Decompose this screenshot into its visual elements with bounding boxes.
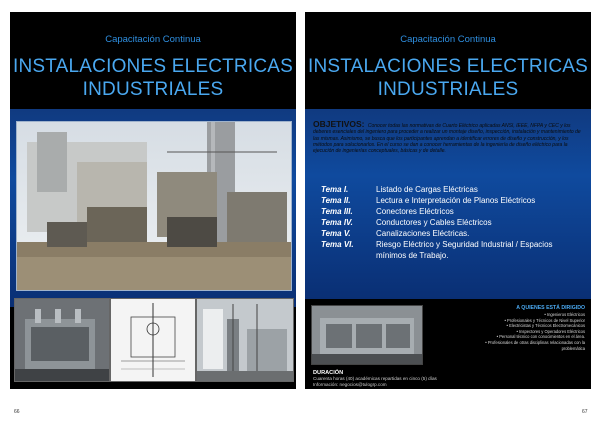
objetivos-section <box>313 121 585 154</box>
left-title-line1: INSTALACIONES ELECTRICAS <box>12 56 293 77</box>
a-quienes-item: problemática <box>561 345 585 351</box>
tema-row <box>321 206 583 217</box>
a-quienes-item: • Inspectores y Operadores Eléctricos <box>516 328 585 334</box>
tema-text: Lectura e Interpretación de Planos Eléctricos <box>376 196 536 205</box>
tema-text: Conductores y Cables Eléctricos <box>376 218 492 227</box>
left-kicker: Capacitación Continua <box>105 34 201 45</box>
tema-id: Tema III. <box>321 207 353 216</box>
tema-text: Conectores Eléctricos <box>376 207 454 216</box>
a-quienes-item: • Ingenieros Eléctricos <box>544 312 585 317</box>
left-page-number: 66 <box>14 409 20 415</box>
tema-row <box>321 239 583 261</box>
temas-list <box>321 184 583 261</box>
switchgear-photo <box>311 305 423 365</box>
transformer-photo <box>14 298 110 382</box>
tema-text: Riesgo Eléctrico y Seguridad Industrial / Espacios mínimos de Trabajo. <box>376 240 553 260</box>
a-quienes-item: • Electricistas y Técnicos Electromecánicos <box>506 323 585 329</box>
tema-id: Tema I. <box>321 185 349 194</box>
right-kicker: Capacitación Continua <box>400 34 496 45</box>
a-quienes-title: A QUIENES ESTÁ DIRIGIDO <box>516 305 585 311</box>
tema-id: Tema VI. <box>321 240 354 249</box>
objetivos-text: Conocer todas las normativas de Cuarto Eléctrico aplicadas ANSI, IEEE, NFPA y CEC y los deberes esenciales del ingeniero para proceder a realizar un montaje diseño, inspección, instalación y mantenimiento de las mismas. Asimismo, se busca que los participantes aprendan a identificar errores de diseño y construcción, y los métodos para solucionarlos. En el curso se dan a conocer herramientas de la ingeniería de diseño eléctrico para la ejecución de ingenierías conceptuales, básicas y de detalle. <box>313 123 581 155</box>
left-page <box>10 12 296 389</box>
left-title-line2: INDUSTRIALES <box>82 79 224 100</box>
objetivos-label: OBJETIVOS: <box>313 119 365 129</box>
a-quienes-item: • Profesionales de otras disciplinas relacionadas con la <box>485 339 585 345</box>
a-quienes-item: • Personal técnico con conocimientos en el área. <box>496 334 585 340</box>
tema-text: Canalizaciones Eléctricas. <box>376 229 470 238</box>
tema-row <box>321 184 583 195</box>
right-page <box>305 12 591 389</box>
tema-id: Tema IV. <box>321 218 353 227</box>
tema-id: Tema II. <box>321 196 351 205</box>
duracion-section <box>313 370 563 387</box>
single-line-diagram <box>110 298 196 382</box>
right-title-line1: INSTALACIONES ELECTRICAS <box>307 56 588 77</box>
tema-id: Tema V. <box>321 229 351 238</box>
duracion-contact: Información: negocios@tulogrp.com <box>313 381 387 387</box>
duracion-hours: Cuarenta horas (40) académicas repartidas en cinco (5) días <box>313 376 437 381</box>
substation-photo <box>196 298 294 382</box>
tema-row <box>321 195 583 206</box>
tema-row <box>321 217 583 228</box>
right-title <box>305 55 591 101</box>
duracion-title: DURACIÓN <box>313 370 344 376</box>
a-quienes-item: • Profesionales y Técnicos de Nivel Superior <box>504 317 585 323</box>
tema-row <box>321 228 583 239</box>
left-title <box>10 55 296 101</box>
right-page-number: 67 <box>582 409 588 415</box>
a-quienes-section <box>425 305 585 351</box>
power-plant-photo <box>16 121 292 291</box>
right-title-line2: INDUSTRIALES <box>377 79 519 100</box>
tema-text: Listado de Cargas Eléctricas <box>376 185 478 194</box>
